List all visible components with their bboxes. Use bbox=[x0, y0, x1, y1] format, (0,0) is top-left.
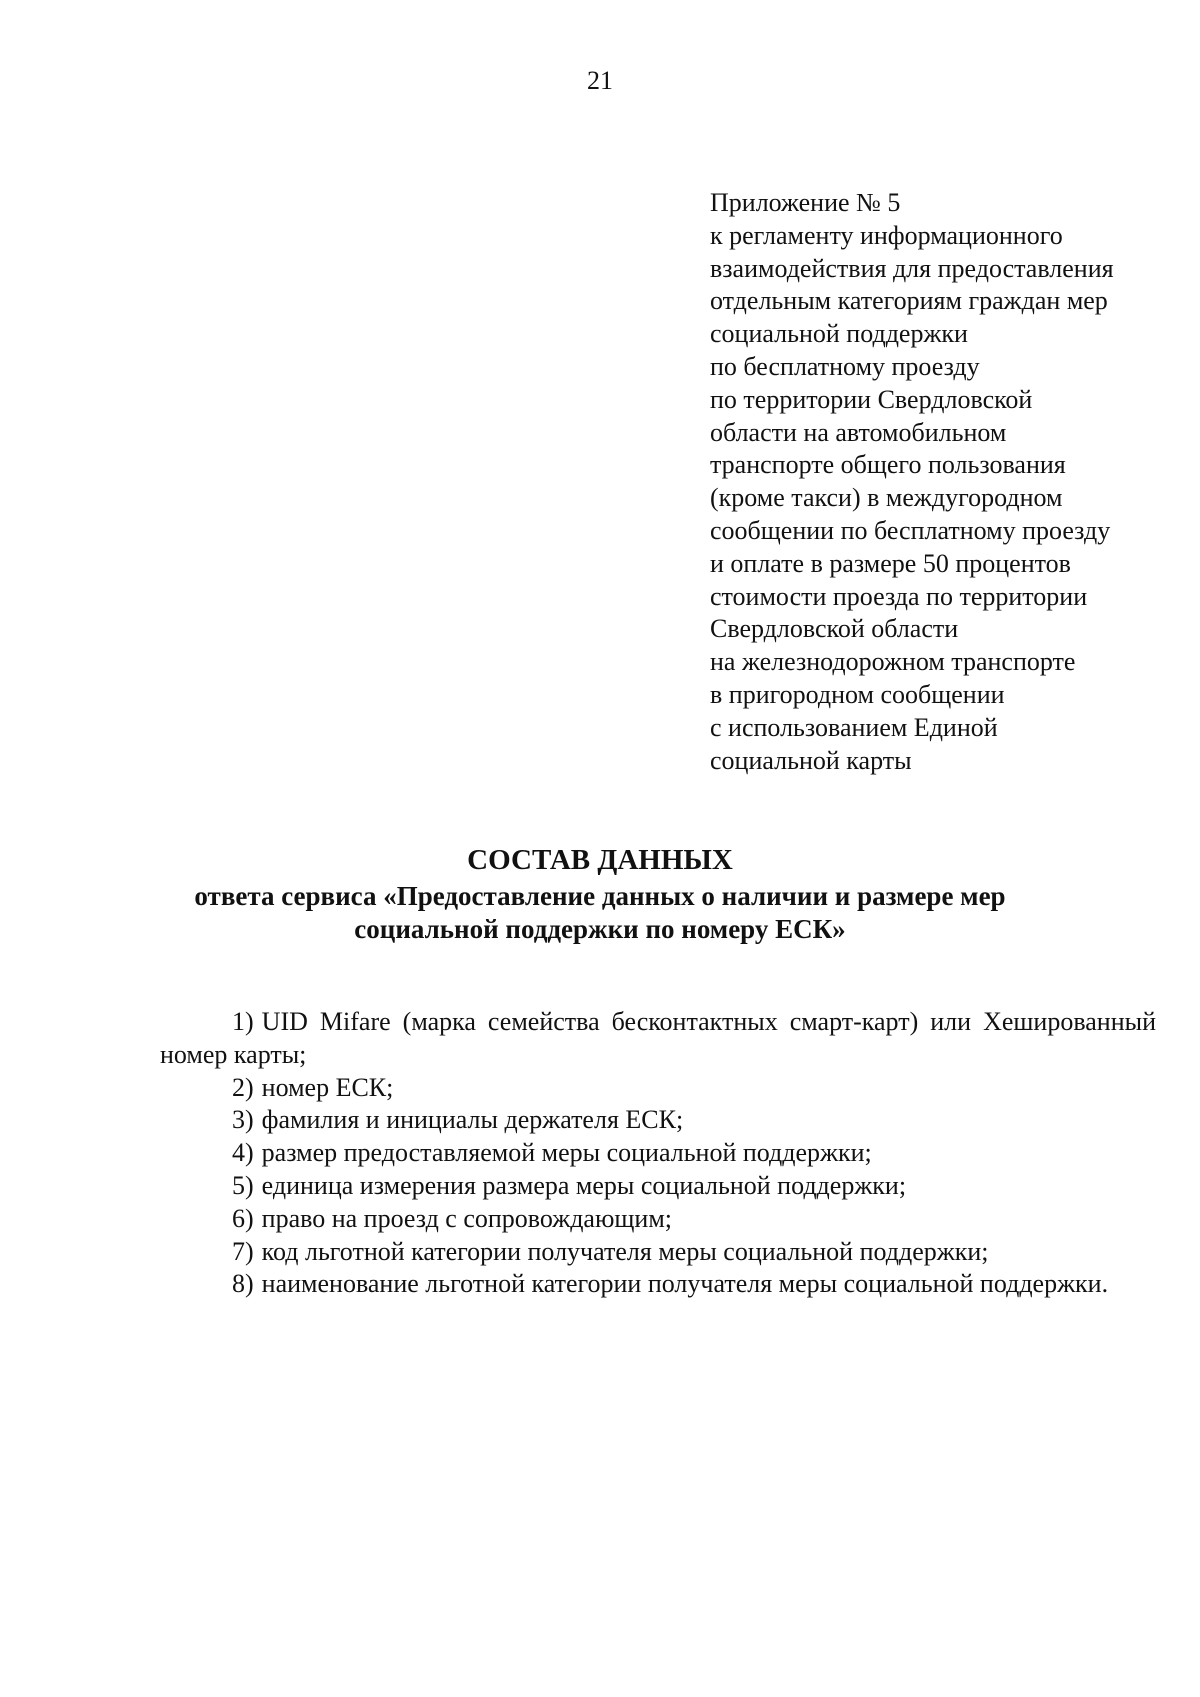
appendix-line: по бесплатному проезду bbox=[710, 351, 980, 381]
list-item bbox=[160, 1236, 1156, 1269]
item-text: код льготной категории получателя меры социальной поддержки; bbox=[261, 1236, 989, 1266]
appendix-line: области на автомобильном bbox=[710, 417, 1007, 447]
item-number: 4) bbox=[232, 1138, 254, 1168]
appendix-line: отдельным категориям граждан мер bbox=[710, 286, 1108, 316]
page-number: 21 bbox=[587, 66, 613, 95]
appendix-line: социальной поддержки bbox=[710, 319, 968, 349]
item-text: наименование льготной категории получателя меры социальной поддержки. bbox=[261, 1269, 1109, 1299]
document-title: СОСТАВ ДАННЫХ bbox=[467, 844, 733, 876]
item-number: 5) bbox=[232, 1170, 254, 1200]
appendix-line: с использованием Единой bbox=[710, 712, 998, 742]
appendix-line: сообщении по бесплатному проезду bbox=[710, 515, 1111, 545]
item-text: фамилия и инициалы держателя ЕСК; bbox=[261, 1105, 684, 1135]
item-text: номер ЕСК; bbox=[261, 1072, 394, 1102]
list-item bbox=[160, 1268, 1156, 1301]
item-number: 1) bbox=[232, 1007, 254, 1036]
item-text: право на проезд с сопровождающим; bbox=[261, 1203, 673, 1233]
list-item bbox=[160, 1137, 1156, 1170]
appendix-line: социальной карты bbox=[710, 745, 912, 775]
appendix-line: Свердловской области bbox=[710, 614, 959, 644]
document-subtitle-line-1: ответа сервиса «Предоставление данных о наличии и размере мер bbox=[194, 881, 1006, 911]
item-number: 2) bbox=[232, 1072, 254, 1102]
item-text: размер предоставляемой меры социальной поддержки; bbox=[261, 1138, 872, 1168]
appendix-line: и оплате в размере 50 процентов bbox=[710, 548, 1071, 578]
appendix-line: транспорте общего пользования bbox=[710, 450, 1066, 480]
list-item bbox=[160, 1203, 1156, 1236]
item-text: единица измерения размера меры социальной поддержки; bbox=[261, 1170, 907, 1200]
appendix-block bbox=[710, 187, 1180, 777]
item-number: 8) bbox=[232, 1269, 254, 1299]
item-text: UID Mifare (марка семейства бесконтактных смарт-карт) или Хешированный номер карты; bbox=[160, 1007, 1156, 1069]
data-items-list bbox=[160, 1006, 1156, 1301]
item-number: 3) bbox=[232, 1105, 254, 1135]
list-item bbox=[160, 1170, 1156, 1203]
appendix-line: к регламенту информационного bbox=[710, 220, 1063, 250]
list-item bbox=[160, 1104, 1156, 1137]
appendix-line: (кроме такси) в междугородном bbox=[710, 483, 1063, 513]
appendix-line: в пригородном сообщении bbox=[710, 679, 1005, 709]
appendix-line: Приложение № 5 bbox=[710, 188, 901, 217]
document-subtitle-line-2: социальной поддержки по номеру ЕСК» bbox=[354, 914, 846, 944]
list-item bbox=[160, 1072, 1156, 1105]
item-number: 7) bbox=[232, 1236, 254, 1266]
appendix-line: стоимости проезда по территории bbox=[710, 581, 1088, 611]
item-number: 6) bbox=[232, 1203, 254, 1233]
list-item bbox=[160, 1006, 1156, 1072]
appendix-line: на железнодорожном транспорте bbox=[710, 647, 1076, 677]
appendix-line: по территории Свердловской bbox=[710, 384, 1033, 414]
appendix-line: взаимодействия для предоставления bbox=[710, 253, 1114, 283]
